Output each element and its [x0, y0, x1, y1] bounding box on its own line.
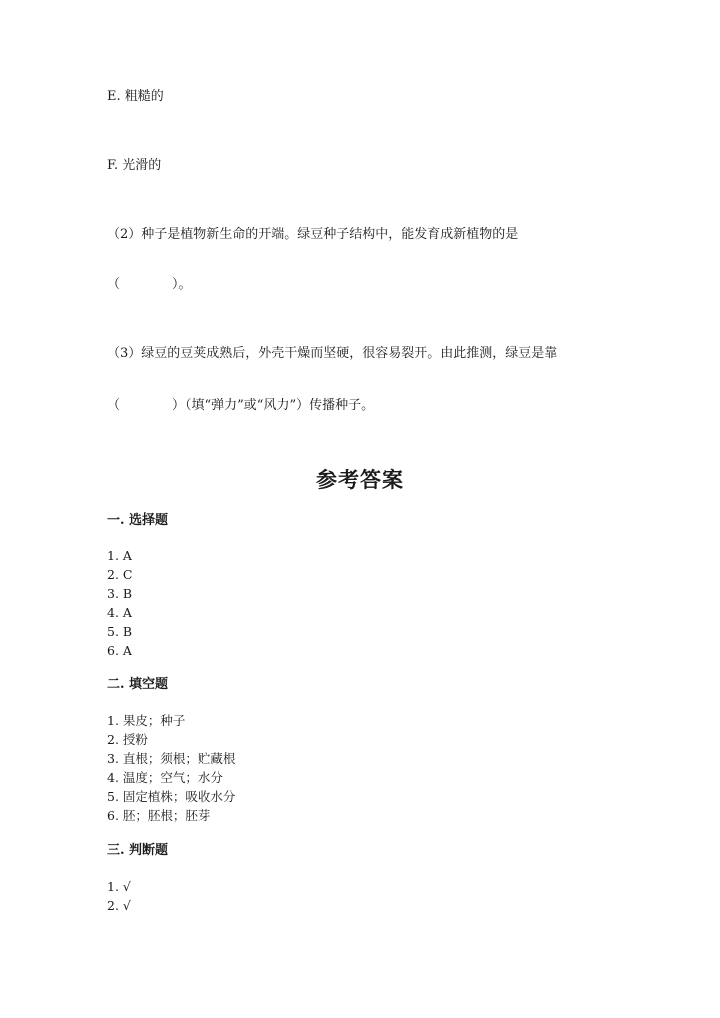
- answer-item: 5. B: [107, 624, 133, 639]
- answer-item: 1. √: [107, 879, 131, 894]
- answer-item: 1. 果皮；种子: [107, 713, 186, 728]
- answer-item: 4. A: [107, 605, 132, 620]
- answer-item: 3. B: [107, 586, 133, 601]
- option-f: F. 光滑的: [107, 158, 162, 173]
- answer-item: 4. 温度；空气；水分: [107, 770, 223, 785]
- answer-item: 6. A: [107, 643, 132, 658]
- section-heading-judge: 三. 判断题: [107, 843, 169, 858]
- answer-item: 2. C: [107, 567, 133, 582]
- section-heading-choice: 一. 选择题: [107, 513, 169, 528]
- answer-item: 2. √: [107, 898, 131, 913]
- answer-item: 2. 授粉: [107, 732, 148, 747]
- answer-item: 1. A: [107, 548, 132, 563]
- option-e: E. 粗糙的: [107, 89, 164, 104]
- question-2-blank: （ ）。: [107, 277, 192, 292]
- answer-item: 3. 直根；须根；贮藏根: [107, 751, 236, 766]
- question-3-text: （3）绿豆的豆荚成熟后，外壳干燥而坚硬，很容易裂开。由此推测，绿豆是靠: [107, 346, 558, 361]
- answer-item: 5. 固定植株；吸收水分: [107, 789, 236, 804]
- question-2-text: （2）种子是植物新生命的开端。绿豆种子结构中，能发育成新植物的是: [107, 227, 519, 242]
- answer-key-title: 参考答案: [316, 467, 404, 492]
- question-3-blank: （ ）（填“弹力”或“风力”）传播种子。: [107, 398, 375, 413]
- answer-item: 6. 胚；胚根；胚芽: [107, 808, 211, 823]
- section-heading-fill: 二. 填空题: [107, 677, 169, 692]
